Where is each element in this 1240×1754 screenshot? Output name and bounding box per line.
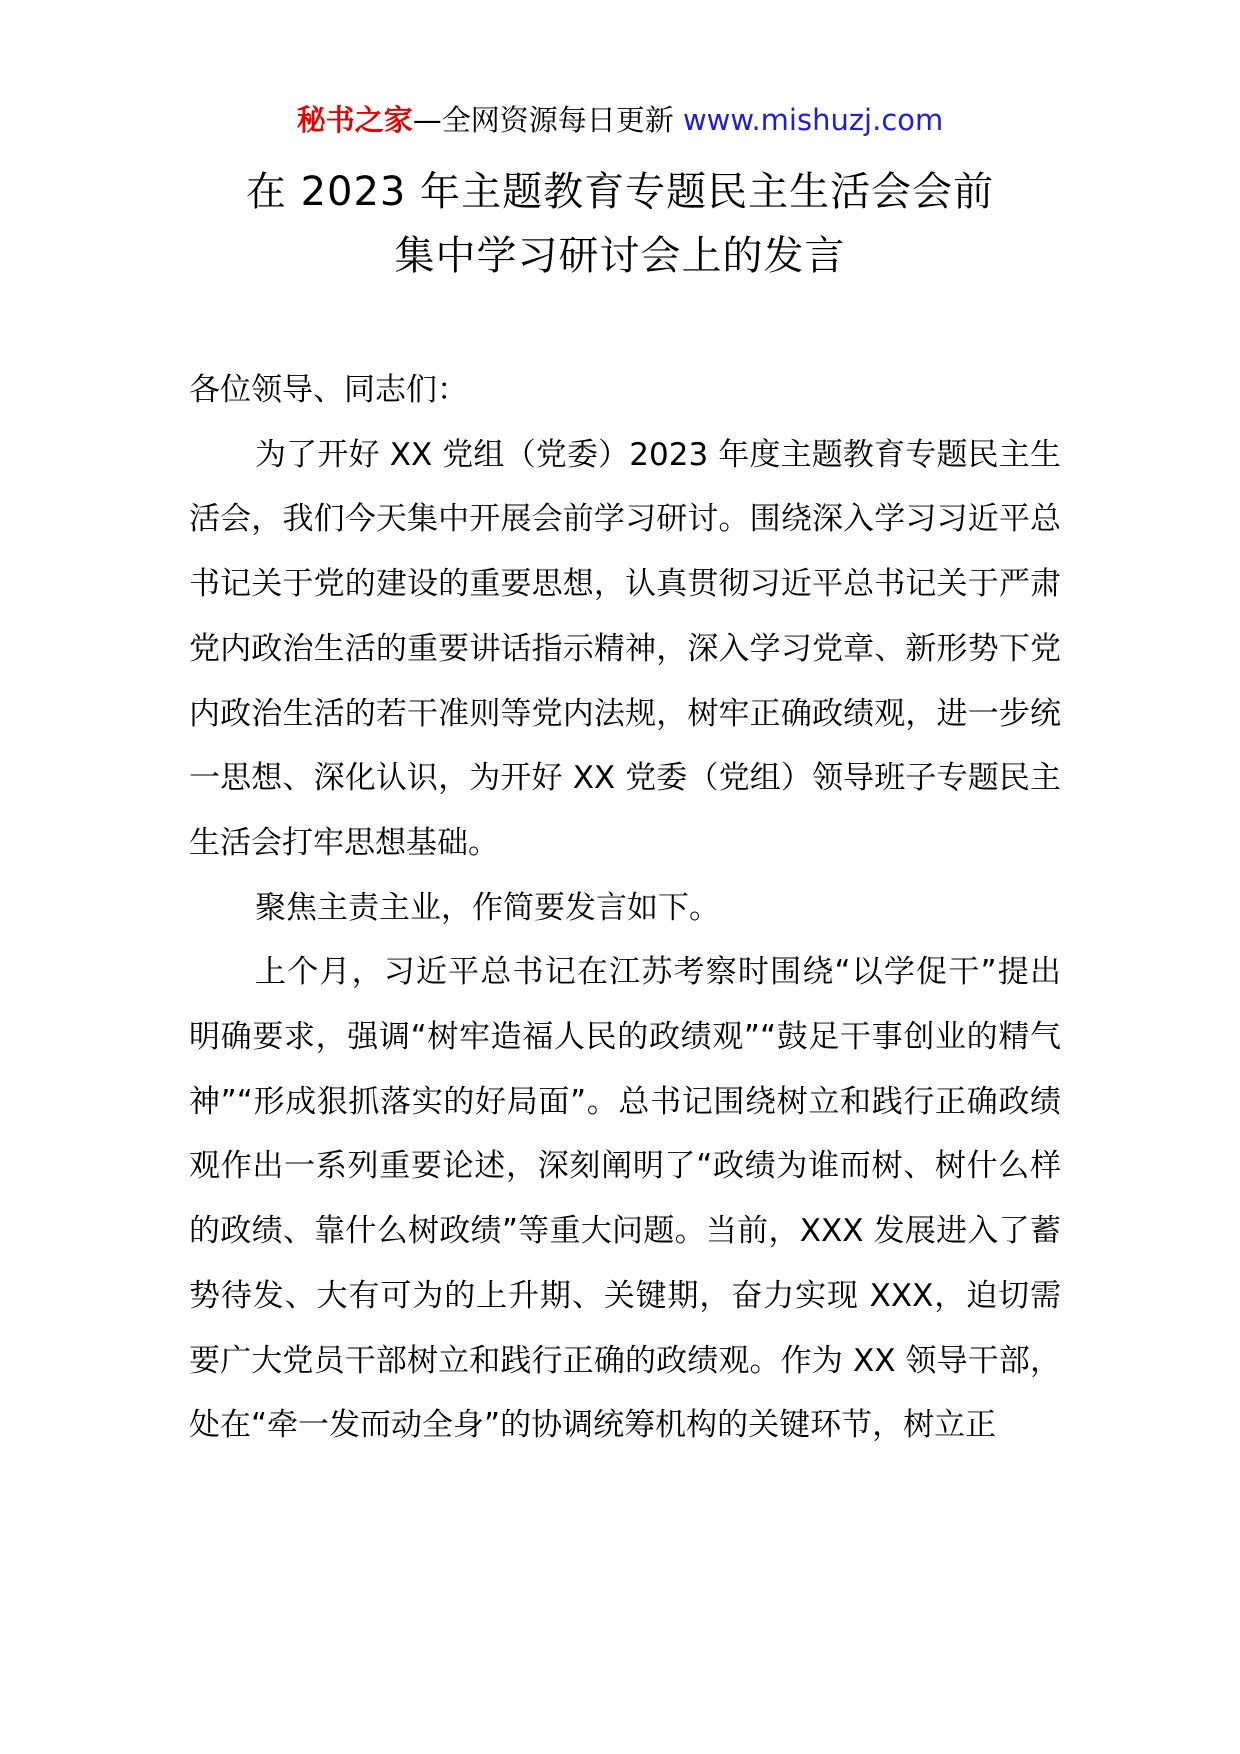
header-slogan: —全网资源每日更新 — [412, 103, 683, 137]
paragraph-2: 聚焦主责主业，作简要发言如下。 — [255, 889, 720, 926]
title-line-1: 在 2023 年主题教育专题民主生活会会前 — [245, 169, 995, 215]
paragraph-3: 上个月，习近平总书记在江苏考察时围绕“以学促干”提出明确要求，强调“树牢造福人民的政绩观”“鼓足干事创业的精气神”“形成狠抓落实的好局面”。总书记围绕树立和践行正确政绩观作出一系列重要论述，深刻阐明了“政绩为谁而树、树什么样的政绩、靠什么树政绩”等重大问题。当前，XXX 发展进入了蓄势待发、大有可为的上升期、关键期，奋力实现 XXX，迫切需要广大党员干部树立和践行正确的政绩观。作为 XX 领导干部，处在“牵一发而动全身”的协调统筹机构的关键环节，树立正 — [189, 954, 1061, 1444]
site-header — [0, 100, 1240, 140]
site-url-link[interactable]: www.mishuzj.com — [682, 103, 944, 137]
brand-name: 秘书之家 — [296, 103, 413, 137]
document-body — [189, 358, 1061, 1458]
document-title — [0, 160, 1240, 288]
salutation: 各位领导、同志们： — [189, 372, 468, 408]
paragraph-1: 为了开好 XX 党组（党委）2023 年度主题教育专题民主生活会，我们今天集中开展会前学习研讨。围绕深入学习习近平总书记关于党的建设的重要思想，认真贯彻习近平总书记关于严肃党内政治生活的重要讲话指示精神，深入学习党章、新形势下党内政治生活的若干准则等党内法规，树牢正确政绩观，进一步统一思想、深化认识，为开好 XX 党委（党组）领导班子专题民主生活会打牢思想基础。 — [189, 436, 1061, 861]
title-line-2: 集中学习研讨会上的发言 — [394, 233, 846, 279]
